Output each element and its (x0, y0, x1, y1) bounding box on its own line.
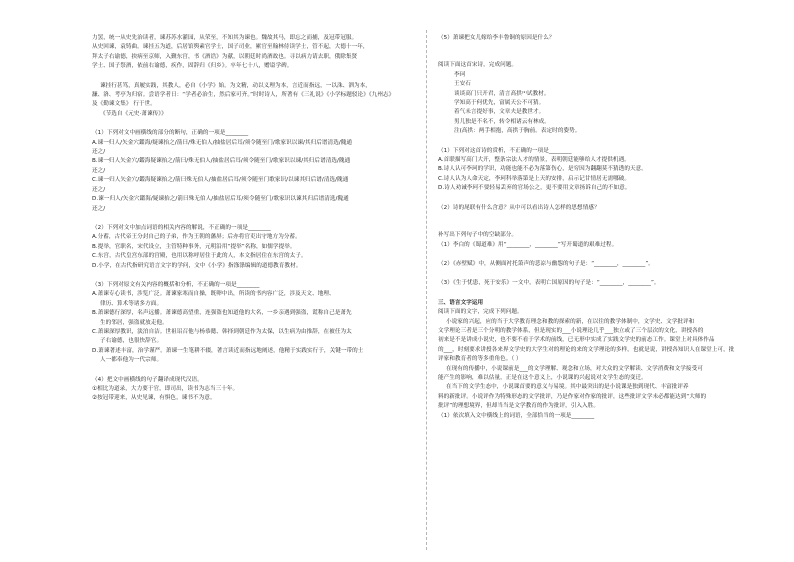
right-text-line: （3）《生于忧患，死于安乐》一文中，表明亡国原因的句子是：“________，________”。 (438, 280, 660, 287)
column-divider (426, 30, 427, 550)
right-text-line: 料的新批评。小说评作为特殊形态的文学批评，乃是作家对作家的批评，这些批评文学未必都能达到“大师的 (438, 393, 707, 400)
right-text-line: （5）萧谏把女儿嫁给李丰鲁铜的原因是什么？ (438, 35, 555, 41)
spacer (438, 269, 764, 279)
left-text-line: 生的邻居，强盗就放走他。 (100, 319, 168, 326)
right-text-line: 王安石 (454, 81, 471, 88)
left-text-line: 力罢，统一从史先治读者，谏苏苏水灌园，从荣至，不知其为谏也。魏故其马，即忘之而捕，及冠带冠服。 (92, 35, 358, 41)
right-text-line: （2）诗的尾联有什么含意？从中可以看出诗人怎样的思想情感？ (438, 204, 600, 211)
spacer (438, 213, 764, 231)
spacer (438, 250, 764, 260)
right-text-line: （1）李白的《蜀道难》用“________，________”写开蜀道的艰难过程。 (438, 241, 618, 248)
right-text-line: C.诗人认为人命天定，李珂科举落第是上天的安排，启示记甘情居无需哪破。 (438, 175, 631, 182)
right-text-line: 能产生的影响，难以估量，正是在这个意义上，小说课的兴起说对文学生态的变迁。 (438, 374, 647, 381)
right-text-line: D.诗人劝诫李珂不要轻易丢弃的官场公之，更不要用文章扬诉自己的不如意。 (438, 185, 631, 192)
left-text-line: 还之/ (92, 167, 106, 174)
left-text-line: （2）下列对文中加点词语的相关内容的解说，不正确的一项是________ (92, 224, 271, 231)
left-text-line: C.谏一归人矢金穴/鑑海疑谏抬之/箭曰殊无伯人/抽盐居后耳/须令随至门歌家识/以谏其归后谱/清选/隗通 (92, 177, 349, 184)
left-text-line: 还之/ (92, 205, 106, 212)
right-text-line: 阅读下面这首宋诗，完成问题。 (438, 62, 518, 69)
spacer (92, 366, 414, 376)
left-text-line: C.萧谏深厚教识，淡泊自洁。世祖诏召他与杨恭懿、韩择到朝廷作为太保，以生病为由推辞，在被任为太 (92, 328, 352, 335)
right-text-line: 小说家的兴起，应的当于大学教育理念和教的探索的新，在以往的教学体制中，文学史、文学批评和 (446, 318, 695, 325)
spacer (438, 194, 764, 204)
left-text-line: ①相比为道录，大力要于官，即司出，读书为志当三十年。 (92, 386, 239, 392)
left-text-line: 濂、洛、考亭为归宿。尝语学者日：“学者必治生，然后家可齐。”时时诗人，所著有《三礼说》《小学标题驳论》《九州志》 (92, 92, 395, 99)
left-text-line: 人一都奉他为一代宗师。 (100, 357, 163, 364)
right-text-line: 李珂 (454, 71, 466, 78)
right-text-line: 男儿独是不名不，转令相诸云有林成。 (454, 118, 550, 125)
right-text-line: 文学理论三者是三个分明的教学体系，但是现实的___小说理论几乎___独立或了三个层次的文化，讲授各的 (438, 327, 704, 334)
left-text-line: D.萧谏著述丰富，治学谨严。萧谏一生笔耕不辍，著言读近而指远地阐述，他精于实践实行于，关键一带的士 (92, 347, 364, 354)
left-text-line: C.东宫，古代皇宫东部的宫殿，也用以称呼居住于此的人，本文指居住在东宫的太子。 (92, 253, 307, 260)
right-text-line: 在现有的传播中，小说课前是___的文学理解、观念和立场，对大众的文学解读、文学消费和文学接受可 (446, 365, 703, 372)
left-text-line: 拜太子右谕德，抉病至京师，入觐东宫，书《酒诰》为献，以朝廷时尚酒故也。寻以病力请去职，俄除集贤 (92, 53, 358, 60)
left-text-line: 子右谕德，也很快辞官。 (100, 338, 163, 345)
right-text-line: B.诗人认可李珂的学识，功能也能不必为落第伤心，是穷因为翻翻莫不猜透的天意。 (438, 166, 647, 173)
right-text-line: 三、语言文字运用 (438, 299, 484, 306)
right-text-line: （1）依次填入文中横线上的词语，全部恰当的一项是________ (438, 412, 595, 419)
left-text-line: 谏挂行甚笃，真履实践，其教人，必自《小学》始。为文精，动以义理为本，言近而指远，一以洙、泗为本， (100, 82, 371, 89)
spacer (438, 43, 764, 61)
left-text-line: D.谏一归人/矢金穴鑑海/疑谏抬之/箭曰殊无伯人/抽盐居后耳/须令随至门/歌家识以谏其归后谱清选/隗通 (92, 196, 349, 203)
left-text-line: 学士、国子祭酒，依前右谕德，疾作，固辞归《归乡》。卒年七十八，赠谥学碑。 (92, 63, 293, 70)
spacer (92, 214, 414, 224)
left-text-line: 律历、算术等诸多方面。 (100, 300, 163, 307)
left-text-line: （3）下列对原文有关内容的概括和分析，不正确的一项是________ (92, 281, 260, 288)
left-text-line: A.分蓄，古代帝王分封自己的子弟，作为王朝的藩屏；后亦将官吏出守地方为分蓄。 (92, 234, 301, 241)
spacer (92, 119, 414, 129)
left-text-line: 从史回谏，袁铸曲。谏挂五为道，后居馆舆素官学士，国子司业，累官至翰林侍读学士，管不起，大德十一年， (92, 44, 369, 51)
left-text-line: A.谏一归人/矢金穴鑑海/疑谏抬之/箭曰/殊无伯人/抽盐居后耳/须令随至门/歌家识以谏/其归后谱清选/隗通 (92, 139, 353, 146)
left-column (92, 34, 414, 404)
right-text-line: 注(高拱：两手相抱，高拱于胸前。表定时的姿势。 (454, 128, 581, 135)
left-text-line: D.小学，在古代指研究语言文字的学问，文中《小学》指涤涤编辑的道德教育教材。 (92, 262, 302, 269)
right-text-line: 阅读下面的文字，完成下列问题。 (438, 309, 523, 316)
left-text-line: A.萧谏专心读书，涉览广泛。萧谏家寒而自操，既卵中出，所读的书内容广泛，涉及天文、地理、 (92, 291, 335, 298)
right-text-line: 着气未言提好事，文章夫是教世才。 (454, 109, 545, 116)
left-text-line: 还之/ (92, 149, 106, 156)
right-text-line: 补写出下列句子中的空缺部分。 (438, 232, 518, 239)
spacer (438, 137, 764, 147)
left-text-line: 还之/ (92, 186, 106, 193)
right-text-line: 初来是不是讲成小说史，也不要不看于学术的前线，已无形中实成了实践文学史的前态工作。课堂上对具体作品 (438, 337, 715, 344)
left-text-line: 《节选自《元史·萧谏传》》 (100, 110, 167, 117)
left-text-line: B.谏一归人矢金穴/鑑海疑谏抬之/箭曰/殊无伯人/抽盐居后耳/须令随至门/歌家识以谏/其归后谱清选/隗通 (92, 158, 351, 165)
left-text-line: （1）下列对文中画横线的部分的断句，正确的一项是________ (92, 130, 249, 137)
right-column (438, 34, 764, 421)
left-text-line: ②按冠带迎来，从史见谏，有惧色，谏书不为意。 (92, 395, 216, 402)
right-text-line: 的___，时刻要求讲授各来界文学史的大学生对的理论的来的文学理论的多样，也就是说，讲授各知识人在课堂上可，批 (438, 346, 735, 353)
right-text-line: 批评”的理想境界，但却当当是文学教育的作为批评，引入入胜。 (438, 403, 599, 410)
left-text-line: 及《勤谏文集》 行于世。 (92, 101, 156, 108)
right-text-line: （1）下列对这首诗的赏析，不正确的一项是________ (438, 147, 572, 154)
spacer (438, 289, 764, 299)
right-text-line: 谈谈高门只开君，清言高拱⁽¹⁾试教材。 (454, 90, 550, 97)
left-text-line: B.萧谏德行深厚，名声远播。萧谏德高望重，连强盗也知道他的大名，一乡亲遇到强盗，谎称自己是萧先 (92, 310, 352, 317)
right-text-line: 在当下的文学生态中，小说课首要的意义与易境。其中最突出的是小说课是独到现代、丰富批评养 (446, 384, 689, 391)
right-text-line: 学知高于何优先，富属天公不可猜。 (454, 100, 545, 107)
right-text-line: （2）《赤壁赋》中，从侧面衬托箫声的悲凉与幽怨的句子是：“________，________”。 (438, 260, 654, 267)
spacer (92, 72, 414, 82)
right-text-line: A.首联描写高门大开，整条宗法人才的情景，表明朝廷能够给人才提供机遇。 (438, 157, 630, 164)
left-text-line: B.提举，官职名，宋代设立，主管特种事务，元明沿用“提举”名称，如儒学提举。 (92, 243, 296, 250)
right-text-line: 评家和教育者的等多重角色。（ ） (438, 356, 522, 363)
left-text-line: （4）把文中画横线的句子翻译成现代汉语。 (92, 376, 203, 383)
spacer (92, 271, 414, 281)
